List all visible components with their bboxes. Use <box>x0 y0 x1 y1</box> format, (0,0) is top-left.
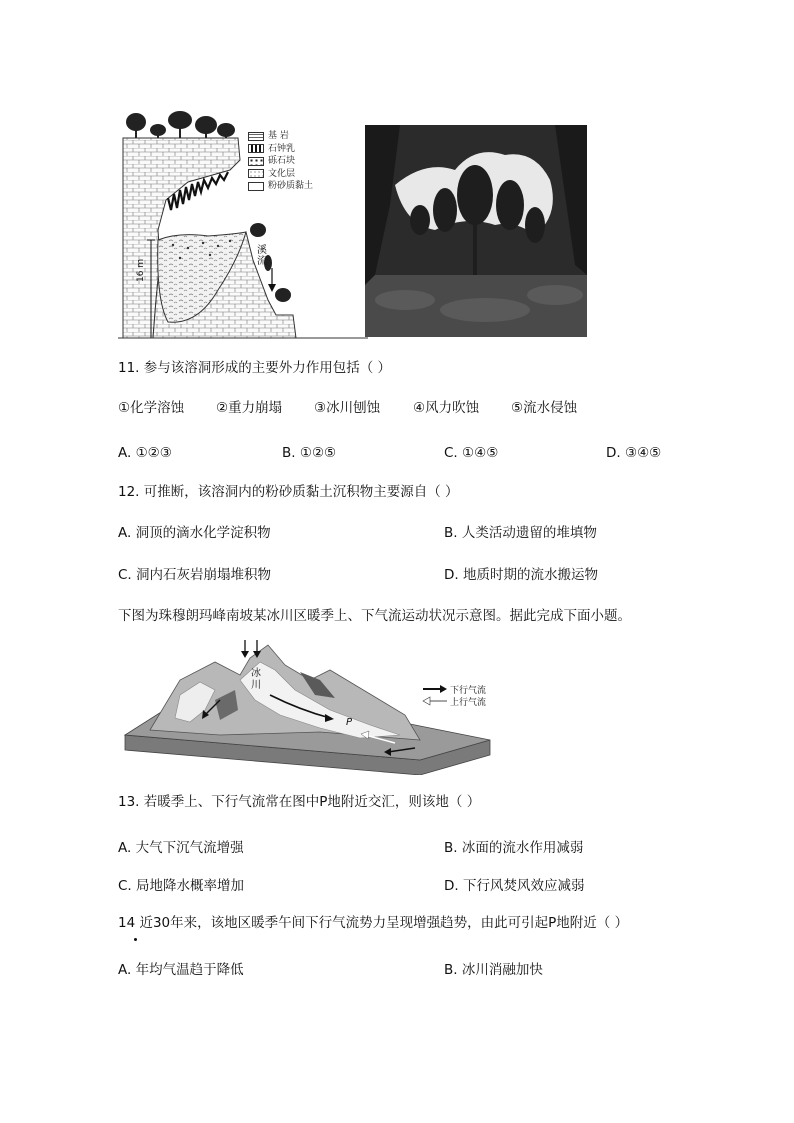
q13-stem: 13. 若暖季上、下行气流常在图中P地附近交汇，则该地（ ） <box>118 794 481 810</box>
q11-option-b[interactable]: B. ①②⑤ <box>282 445 337 461</box>
legend-gravel-label: 砾石块 <box>268 156 296 167</box>
glacier-airflow-svg <box>120 640 500 775</box>
glacier-label: 冰 川 <box>251 668 261 691</box>
silt-swatch <box>248 182 264 191</box>
stalactite-swatch <box>248 144 264 153</box>
gravel-swatch <box>248 157 264 166</box>
q11-option-a[interactable]: A. ①②③ <box>118 445 172 461</box>
q13-option-a[interactable]: A. 大气下沉气流增强 <box>118 840 244 856</box>
q13-option-c[interactable]: C. 局地降水概率增加 <box>118 878 245 894</box>
bedrock-swatch <box>248 132 264 141</box>
q14-dot-mark <box>134 938 137 941</box>
legend-silt <box>248 180 313 193</box>
legend-up-label: 上行气流 <box>450 698 487 708</box>
legend-silt-label: 粉砂质黏土 <box>268 181 314 192</box>
q12-option-c[interactable]: C. 洞内石灰岩崩塌堆积物 <box>118 567 272 583</box>
q11-option-c[interactable]: C. ①④⑤ <box>444 445 499 461</box>
section-intro: 下图为珠穆朗玛峰南坡某冰川区暖季上、下气流运动状况示意图。据此完成下面小题。 <box>118 608 631 624</box>
stream-label: 溪 流 <box>257 245 267 267</box>
depth-label: 16 m <box>136 258 146 282</box>
p-point-label: P <box>346 717 353 728</box>
culture-swatch <box>248 169 264 178</box>
q11-item-5: ⑤流水侵蚀 <box>511 400 578 416</box>
q14-stem: 14 近30年来，该地区暖季午间下行气流势力呈现增强趋势，由此可引起P地附近（ ） <box>118 915 629 931</box>
glacier-airflow-diagram <box>120 640 500 775</box>
q11-option-d[interactable]: D. ③④⑤ <box>606 445 662 461</box>
q13-option-d[interactable]: D. 下行风焚风效应减弱 <box>444 878 585 894</box>
q11-stem: 11. 参与该溶洞形成的主要外力作用包括（ ） <box>118 360 392 376</box>
cave-section-diagram <box>118 100 368 345</box>
cave-section-svg <box>118 100 368 345</box>
legend-gravel <box>248 155 313 168</box>
legend-bedrock <box>248 130 313 143</box>
q11-item-2: ②重力崩塌 <box>216 400 283 416</box>
q14-option-a[interactable]: A. 年均气温趋于降低 <box>118 962 244 978</box>
q11-item-1: ①化学溶蚀 <box>118 400 185 416</box>
legend-down-label: 下行气流 <box>450 686 487 696</box>
q14-option-b[interactable]: B. 冰川消融加快 <box>444 962 543 978</box>
legend-culture-label: 文化层 <box>268 168 296 179</box>
q12-option-d[interactable]: D. 地质时期的流水搬运物 <box>444 567 598 583</box>
legend-stalactite <box>248 143 313 156</box>
q12-option-a[interactable]: A. 洞顶的滴水化学淀积物 <box>118 525 271 541</box>
cave-photo <box>365 125 587 337</box>
q11-item-3: ③冰川刨蚀 <box>314 400 381 416</box>
q12-stem: 12. 可推断，该溶洞内的粉砂质黏土沉积物主要源自（ ） <box>118 484 459 500</box>
legend-bedrock-label: 基 岩 <box>268 131 289 142</box>
q12-option-b[interactable]: B. 人类活动遗留的堆填物 <box>444 525 597 541</box>
figure1-legend <box>248 130 313 193</box>
cave-photo-svg <box>365 125 587 337</box>
q11-item-4: ④风力吹蚀 <box>413 400 480 416</box>
legend-stalactite-label: 石钟乳 <box>268 143 296 154</box>
q13-option-b[interactable]: B. 冰面的流水作用减弱 <box>444 840 584 856</box>
legend-culture <box>248 168 313 181</box>
